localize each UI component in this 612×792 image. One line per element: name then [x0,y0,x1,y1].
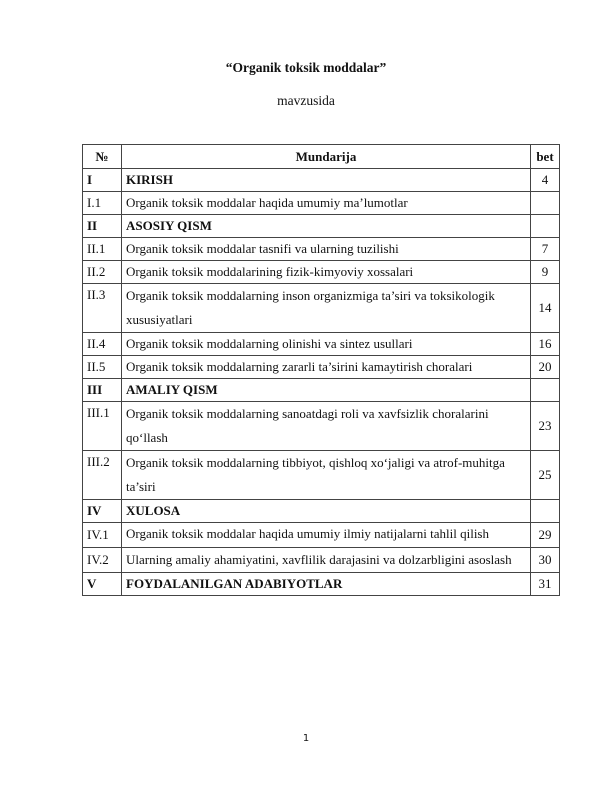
toc-row-num: II.5 [83,356,122,379]
toc-row-page: 29 [531,523,560,548]
toc-row [83,402,560,451]
toc-row-page: 4 [531,169,560,192]
toc-row-num: III.1 [83,402,122,451]
toc-row [83,379,560,402]
page-number: 1 [302,733,310,744]
toc-row-page: 30 [531,548,560,573]
toc-row [83,261,560,284]
toc-row-page: 25 [531,451,560,500]
toc-row-text: Organik toksik moddalar haqida umumiy ma’lumotlar [122,192,531,215]
toc-row-num: II.1 [83,238,122,261]
toc-row [83,573,560,596]
toc-row-page [531,215,560,238]
toc-row-num: II.2 [83,261,122,284]
toc-row [83,523,560,548]
toc-row-page [531,379,560,402]
toc-row-page: 31 [531,573,560,596]
toc-row [83,333,560,356]
toc-row-text: Organik toksik moddalarning zararli ta’sirini kamaytirish choralari [122,356,531,379]
toc-row-page: 7 [531,238,560,261]
table-of-contents [82,144,560,596]
toc-row-num: III.2 [83,451,122,500]
document-title: “Organik toksik moddalar” [225,60,387,75]
toc-row-page: 9 [531,261,560,284]
toc-row-text: Organik toksik moddalarining fizik-kimyoviy xossalari [122,261,531,284]
toc-row [83,548,560,573]
toc-row-text: Organik toksik moddalar haqida umumiy ilmiy natijalarni tahlil qilish [122,523,531,548]
toc-row-num: IV [83,500,122,523]
toc-row-page: 23 [531,402,560,451]
toc-row-text: FOYDALANILGAN ADABIYOTLAR [122,573,531,596]
toc-header-row [83,145,560,169]
toc-row [83,500,560,523]
toc-row-page [531,500,560,523]
toc-row-text: KIRISH [122,169,531,192]
toc-row-page: 20 [531,356,560,379]
toc-row [83,284,560,333]
toc-row-text: Organik toksik moddalarning tibbiyot, qishloq xo‘jaligi va atrof-muhitga ta’siri [122,451,531,500]
toc-row-text: Organik toksik moddalarning sanoatdagi roli va xavfsizlik choralarini qo‘llash [122,402,531,451]
toc-row-text: Ularning amaliy ahamiyatini, xavflilik darajasini va dolzarbligini asoslash [122,548,531,573]
toc-row-page: 14 [531,284,560,333]
toc-row-num: I [83,169,122,192]
toc-row-num: III [83,379,122,402]
toc-row-page [531,192,560,215]
toc-row-text: AMALIY QISM [122,379,531,402]
toc-row-text: Organik toksik moddalarning olinishi va sintez usullari [122,333,531,356]
toc-row-num: I.1 [83,192,122,215]
toc-row-text: Organik toksik moddalarning inson organizmiga ta’siri va toksikologik xususiyatlari [122,284,531,333]
toc-header-page: bet [531,145,560,169]
toc-row [83,451,560,500]
toc-row-num: IV.1 [83,523,122,548]
toc-row-page: 16 [531,333,560,356]
toc-row-num: II.4 [83,333,122,356]
toc-row [83,215,560,238]
toc-row-num: IV.2 [83,548,122,573]
toc-row-text: Organik toksik moddalar tasnifi va ularning tuzilishi [122,238,531,261]
toc-row-text: XULOSA [122,500,531,523]
toc-header-content: Mundarija [122,145,531,169]
toc-row [83,192,560,215]
toc-row [83,356,560,379]
toc-row-num: II [83,215,122,238]
toc-header-num: № [83,145,122,169]
toc-row-num: V [83,573,122,596]
toc-row-text: ASOSIY QISM [122,215,531,238]
toc-row [83,169,560,192]
toc-row-num: II.3 [83,284,122,333]
document-subtitle: mavzusida [277,93,335,108]
toc-row [83,238,560,261]
